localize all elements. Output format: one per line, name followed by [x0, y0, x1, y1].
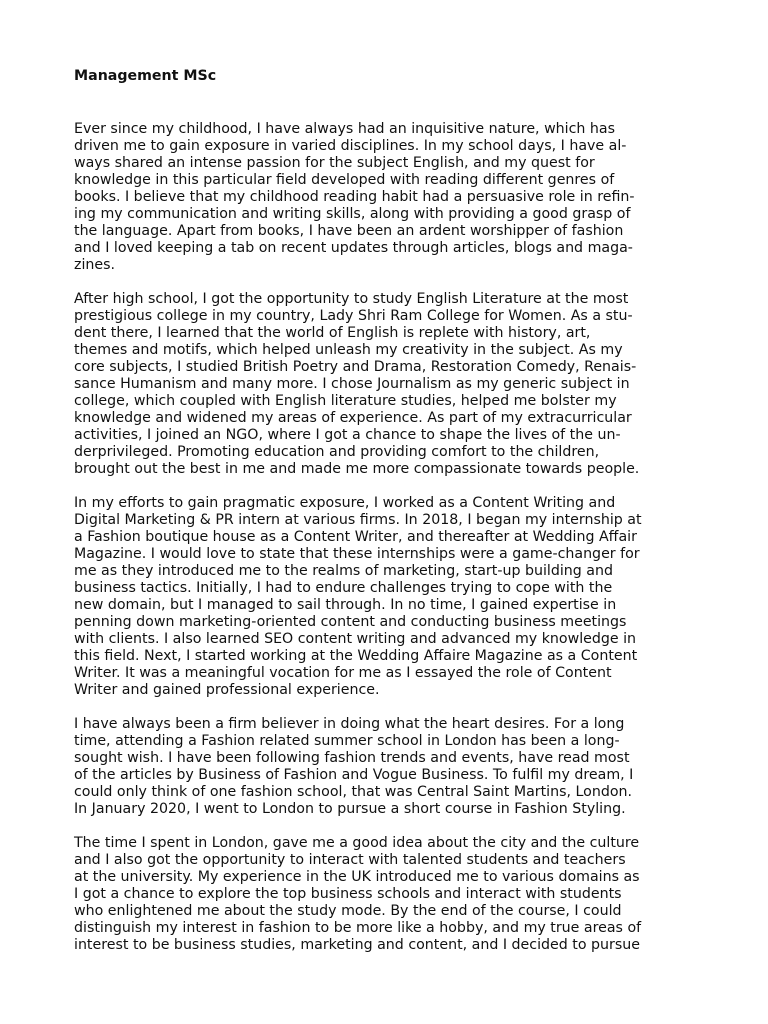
text-line: In my efforts to gain pragmatic exposure, I worked as a Content Writing and	[74, 495, 616, 511]
text-line: core subjects, I studied British Poetry and Drama, Restoration Comedy, Renais-	[74, 359, 637, 375]
document-title: Management MSc	[74, 68, 217, 84]
text-line: knowledge and widened my areas of experience. As part of my extracurricular	[74, 410, 632, 426]
text-line: distinguish my interest in fashion to be more like a hobby, and my true areas of	[74, 920, 642, 936]
text-line: derprivileged. Promoting education and providing comfort to the children,	[74, 444, 600, 460]
text-line: Digital Marketing & PR intern at various firms. In 2018, I began my internship at	[74, 512, 642, 528]
text-line: business tactics. Initially, I had to endure challenges trying to cope with the	[74, 580, 613, 596]
paragraph	[74, 495, 696, 699]
paragraph	[74, 121, 696, 274]
text-line: themes and motifs, which helped unleash my creativity in the subject. As my	[74, 342, 623, 358]
text-line: sance Humanism and many more. I chose Journalism as my generic subject in	[74, 376, 630, 392]
text-line: at the university. My experience in the UK introduced me to various domains as	[74, 869, 640, 885]
paragraph	[74, 835, 696, 954]
text-line: penning down marketing-oriented content and conducting business meetings	[74, 614, 627, 630]
text-line: new domain, but I managed to sail through. In no time, I gained expertise in	[74, 597, 617, 613]
paragraph	[74, 716, 696, 818]
text-line: sought wish. I have been following fashion trends and events, have read most	[74, 750, 630, 766]
text-line: activities, I joined an NGO, where I got a chance to shape the lives of the un-	[74, 427, 621, 443]
text-line: ways shared an intense passion for the subject English, and my quest for	[74, 155, 595, 171]
paragraph	[74, 291, 696, 478]
text-line: who enlightened me about the study mode. By the end of the course, I could	[74, 903, 622, 919]
text-line: and I also got the opportunity to interact with talented students and teachers	[74, 852, 626, 868]
text-line: interest to be business studies, marketing and content, and I decided to pursue	[74, 937, 640, 953]
text-line: Ever since my childhood, I have always had an inquisitive nature, which has	[74, 121, 615, 137]
text-line: Magazine. I would love to state that these internships were a game-changer for	[74, 546, 640, 562]
text-line: brought out the best in me and made me more compassionate towards people.	[74, 461, 640, 477]
text-line: The time I spent in London, gave me a good idea about the city and the culture	[74, 835, 640, 851]
text-line: prestigious college in my country, Lady Shri Ram College for Women. As a stu-	[74, 308, 633, 324]
text-line: this field. Next, I started working at the Wedding Affaire Magazine as a Content	[74, 648, 638, 664]
text-line: Writer. It was a meaningful vocation for me as I essayed the role of Content	[74, 665, 612, 681]
text-line: a Fashion boutique house as a Content Writer, and thereafter at Wedding Affair	[74, 529, 637, 545]
text-line: could only think of one fashion school, that was Central Saint Martins, London.	[74, 784, 633, 800]
text-line: college, which coupled with English literature studies, helped me bolster my	[74, 393, 617, 409]
text-line: I got a chance to explore the top business schools and interact with students	[74, 886, 622, 902]
text-line: of the articles by Business of Fashion and Vogue Business. To fulfil my dream, I	[74, 767, 634, 783]
text-line: me as they introduced me to the realms of marketing, start-up building and	[74, 563, 613, 579]
text-line: In January 2020, I went to London to pursue a short course in Fashion Styling.	[74, 801, 626, 817]
text-line: time, attending a Fashion related summer school in London has been a long-	[74, 733, 620, 749]
document-body	[74, 121, 696, 954]
text-line: ing my communication and writing skills, along with providing a good grasp of	[74, 206, 631, 222]
text-line: zines.	[74, 257, 116, 273]
text-line: and I loved keeping a tab on recent updates through articles, blogs and maga-	[74, 240, 633, 256]
text-line: books. I believe that my childhood reading habit had a persuasive role in refin-	[74, 189, 635, 205]
document-page	[74, 68, 696, 971]
text-line: with clients. I also learned SEO content writing and advanced my knowledge in	[74, 631, 637, 647]
text-line: After high school, I got the opportunity to study English Literature at the most	[74, 291, 629, 307]
text-line: dent there, I learned that the world of English is replete with history, art,	[74, 325, 591, 341]
text-line: I have always been a firm believer in doing what the heart desires. For a long	[74, 716, 625, 732]
text-line: knowledge in this particular field developed with reading different genres of	[74, 172, 615, 188]
text-line: the language. Apart from books, I have been an ardent worshipper of fashion	[74, 223, 624, 239]
text-line: driven me to gain exposure in varied disciplines. In my school days, I have al-	[74, 138, 627, 154]
text-line: Writer and gained professional experience.	[74, 682, 380, 698]
